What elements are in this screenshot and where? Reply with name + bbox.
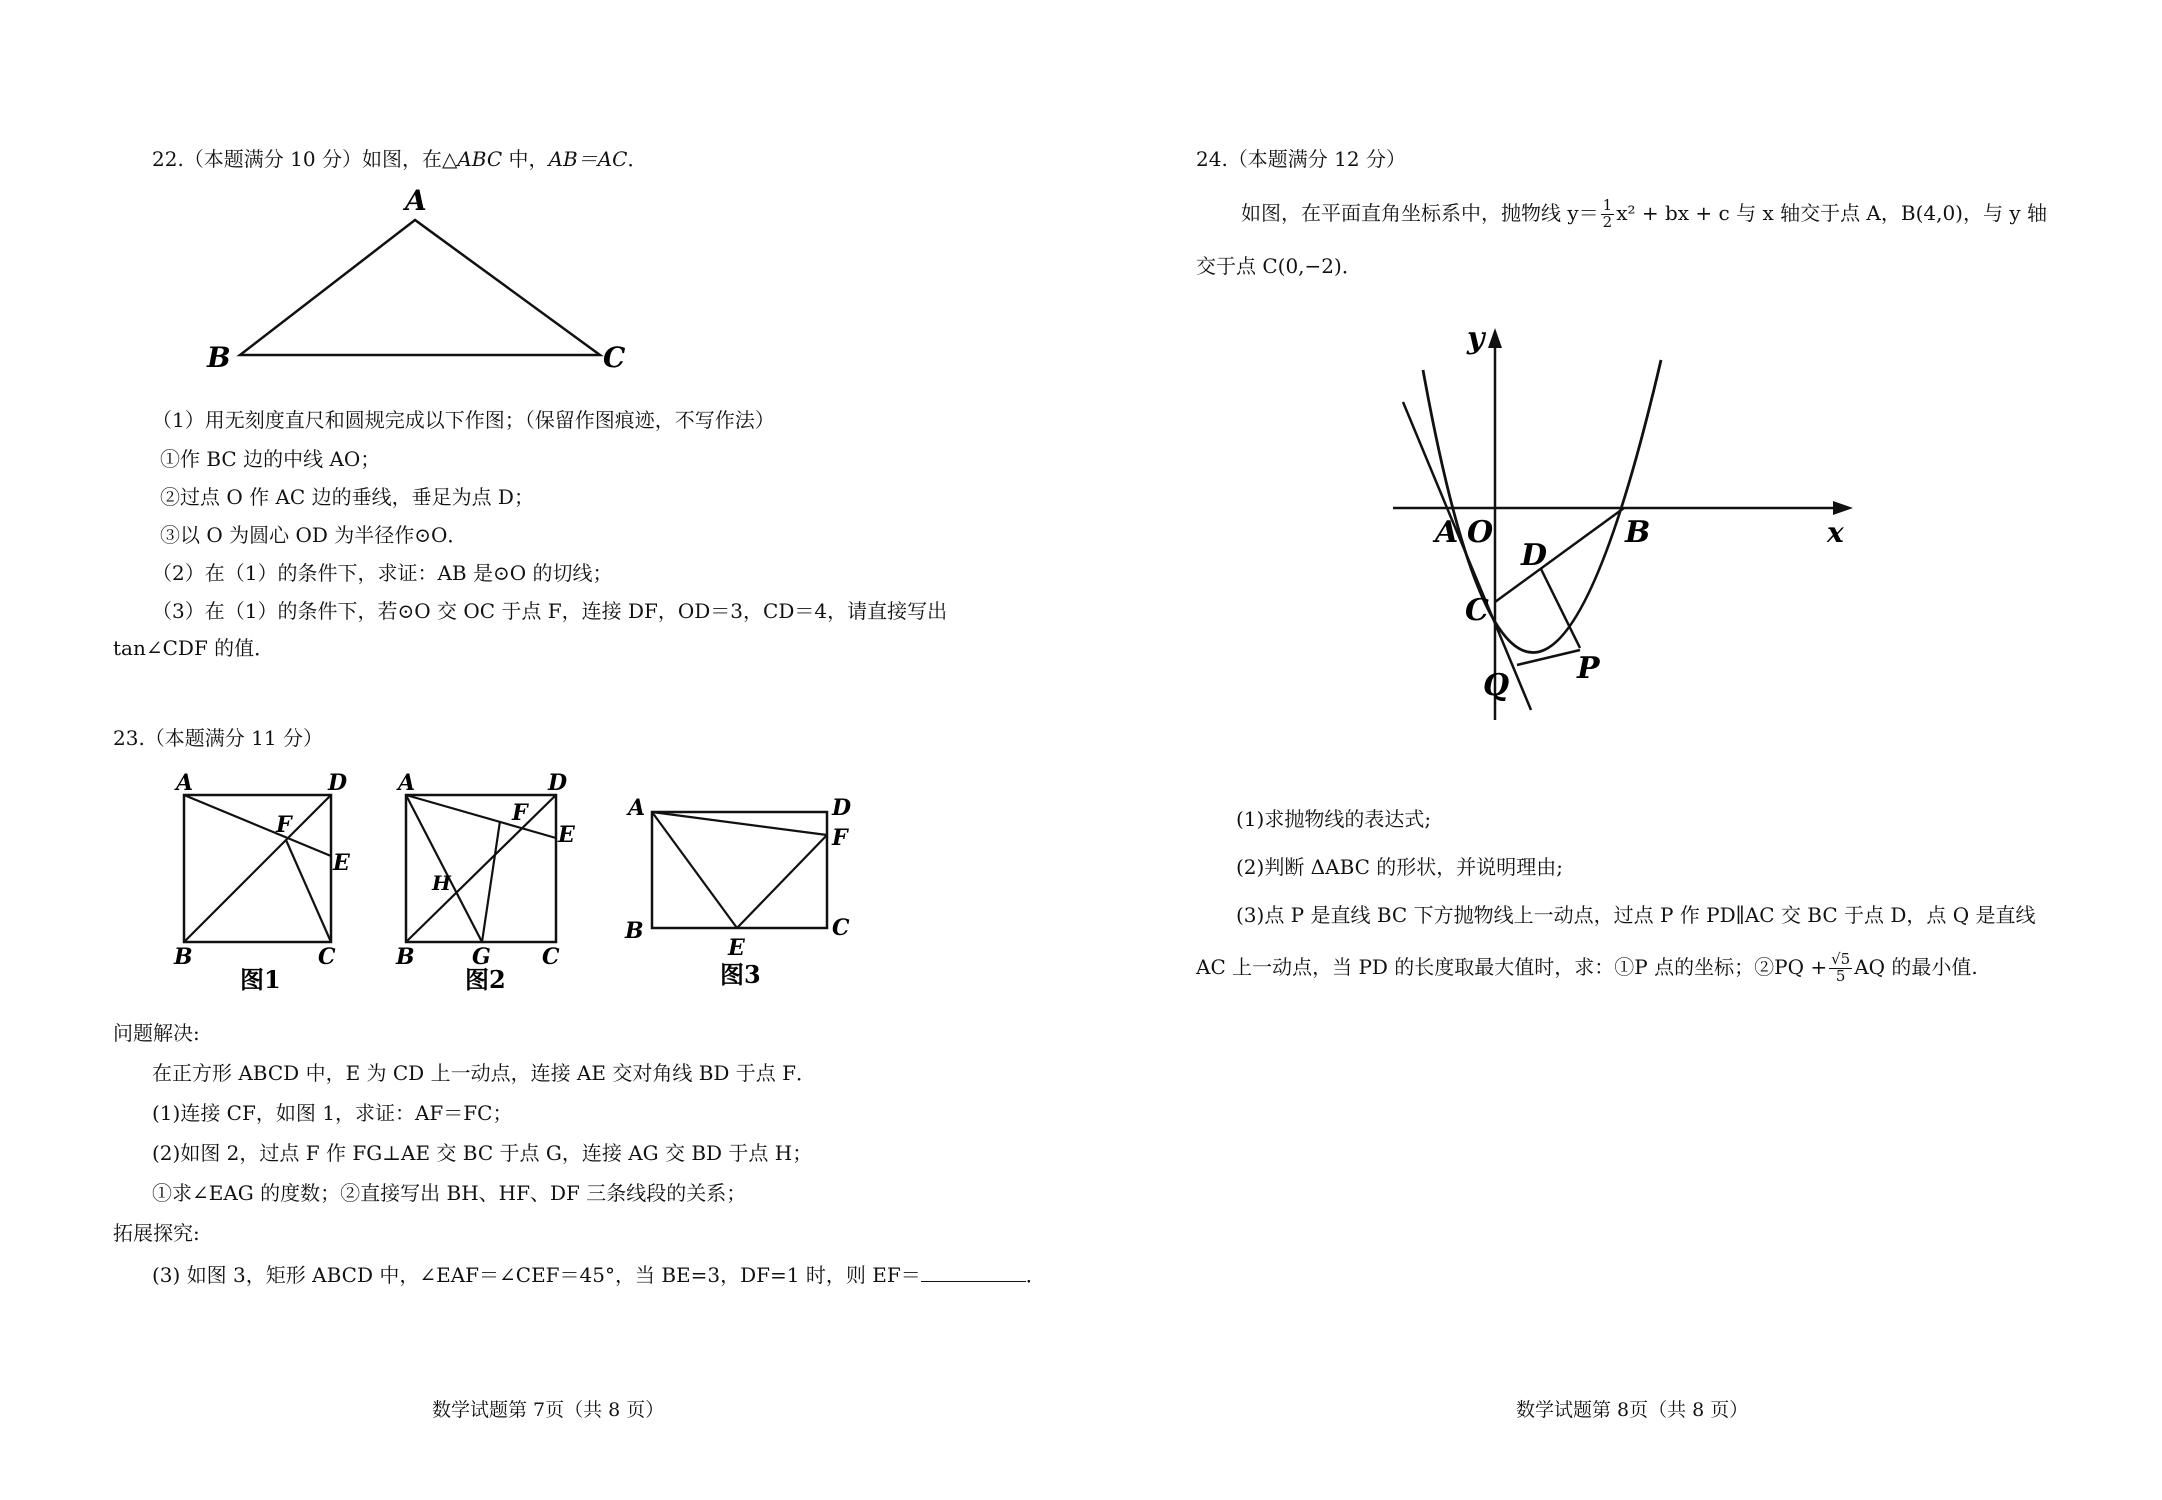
q24-part3-b: AC 上一动点，当 PD 的长度取最大值时，求：①P 点的坐标；②PQ + $\frac{√5}{5}$ AQ 的最小值.: [1196, 950, 1978, 985]
fig3-label-a: A: [628, 795, 646, 821]
fig2-caption: 图2: [465, 965, 506, 992]
q23-intro: 在正方形 ABCD 中，E 为 CD 上一动点，连接 AE 交对角线 BD 于点 F．: [152, 1061, 817, 1085]
fig2-label-h: H: [432, 871, 451, 895]
point-label-a: A: [1435, 515, 1459, 550]
point-label-q: Q: [1483, 668, 1510, 703]
axis-label-y: y: [1467, 321, 1485, 356]
point-label-b: B: [1625, 515, 1651, 550]
point-label-c: C: [1465, 593, 1489, 628]
fig2-label-e: E: [558, 822, 575, 848]
point-label-d: D: [1521, 538, 1548, 573]
fig2-label-g: G: [472, 944, 491, 970]
q23-part3: (3) 如图 3，矩形 ABCD 中，∠EAF＝∠CEF＝45°，当 BE=3，DF=1 时，则 EF＝ ．: [152, 1263, 1046, 1287]
q24-part2: (2)判断 ΔABC 的形状，并说明理由;: [1236, 855, 1564, 879]
q22-part1: （1）用无刻度直尺和圆规完成以下作图；（保留作图痕迹，不写作法）: [152, 408, 775, 432]
q22-triangle-figure: [195, 185, 655, 379]
q22-label-c: C: [603, 341, 626, 374]
q22-label-a: A: [405, 185, 427, 217]
q24-part1: (1)求抛物线的表达式;: [1236, 807, 1432, 831]
fig3-label-f: F: [832, 825, 848, 851]
q22-label-b: B: [207, 341, 231, 374]
fig1-label-c: C: [318, 944, 336, 970]
fig3-caption: 图3: [720, 960, 761, 989]
fig2-label-d: D: [548, 770, 568, 796]
fig1-caption: 图1: [240, 965, 281, 992]
point-label-p: P: [1577, 651, 1600, 686]
q24-header: 24.（本题满分 12 分）: [1196, 147, 1406, 171]
q22-step1: ①作 BC 边的中线 AO；: [160, 447, 381, 471]
fig1-label-e: E: [333, 850, 350, 876]
left-footer: 数学试题第 7页（共 8 页）: [432, 1399, 665, 1421]
q22-part3-cont: tan∠CDF 的值．: [113, 636, 275, 660]
fig3-label-d: D: [832, 795, 852, 821]
q23-section2: 拓展探究:: [113, 1221, 200, 1245]
point-label-o: O: [1467, 515, 1494, 550]
fig3-label-b: B: [625, 918, 644, 944]
fig3-label-c: C: [832, 915, 850, 941]
q22-header: 22.（本题满分 10 分）如图，在△ABC 中，AB＝AC．: [152, 147, 648, 171]
fig2-label-c: C: [542, 944, 560, 970]
q23-header: 23.（本题满分 11 分）: [113, 726, 323, 750]
q22-step3: ③以 O 为圆心 OD 为半径作⊙O．: [160, 523, 468, 547]
fig1-label-f: F: [276, 812, 292, 838]
q23-part2-sub: ①求∠EAG 的度数；②直接写出 BH、HF、DF 三条线段的关系；: [152, 1181, 747, 1205]
q24-parabola-figure: [1381, 320, 1861, 744]
q22-part3: （3）在（1）的条件下，若⊙O 交 OC 于点 F，连接 DF，OD＝3，CD＝4，请直接写出: [152, 599, 948, 623]
answer-blank[interactable]: [921, 1263, 1026, 1282]
fig2-label-b: B: [396, 944, 415, 970]
q24-intro: 如图，在平面直角坐标系中，抛物线 y＝ $\frac{1}{2}$ x² + bx + c 与 x 轴交于点 A，B(4,0)，与 y 轴: [1241, 196, 2048, 231]
q23-section1: 问题解决:: [113, 1021, 200, 1045]
q23-figure3: [620, 785, 860, 994]
axis-label-x: x: [1827, 516, 1844, 549]
q23-figure2: [390, 770, 590, 996]
right-footer: 数学试题第 8页（共 8 页）: [1516, 1399, 1749, 1421]
q22-step2: ②过点 O 作 AC 边的垂线，垂足为点 D；: [160, 485, 534, 509]
q23-part2: (2)如图 2，过点 F 作 FG⊥AE 交 BC 于点 G，连接 AG 交 BD 于点 H；: [152, 1141, 813, 1165]
q23-figure1: [168, 770, 358, 996]
q24-sqrt-fraction: $\frac{√5}{5}$: [1831, 950, 1851, 985]
fig1-label-a: A: [176, 770, 194, 796]
q24-fraction: $\frac{1}{2}$: [1602, 196, 1613, 231]
q23-part1: (1)连接 CF，如图 1，求证：AF＝FC；: [152, 1101, 513, 1125]
fig1-label-b: B: [174, 944, 193, 970]
q22-part2: （2）在（1）的条件下，求证：AB 是⊙O 的切线；: [152, 561, 613, 585]
fig1-label-d: D: [328, 770, 348, 796]
fig2-label-a: A: [398, 770, 416, 796]
q24-intro-cont: 交于点 C(0,−2)．: [1196, 254, 1362, 278]
right-page: [1081, 0, 2162, 1500]
q24-part3-a: (3)点 P 是直线 BC 下方抛物线上一动点，过点 P 作 PD∥AC 交 BC 于点 D，点 Q 是直线: [1236, 903, 2036, 927]
fig2-label-f: F: [512, 800, 528, 826]
fig3-label-e: E: [728, 935, 745, 961]
